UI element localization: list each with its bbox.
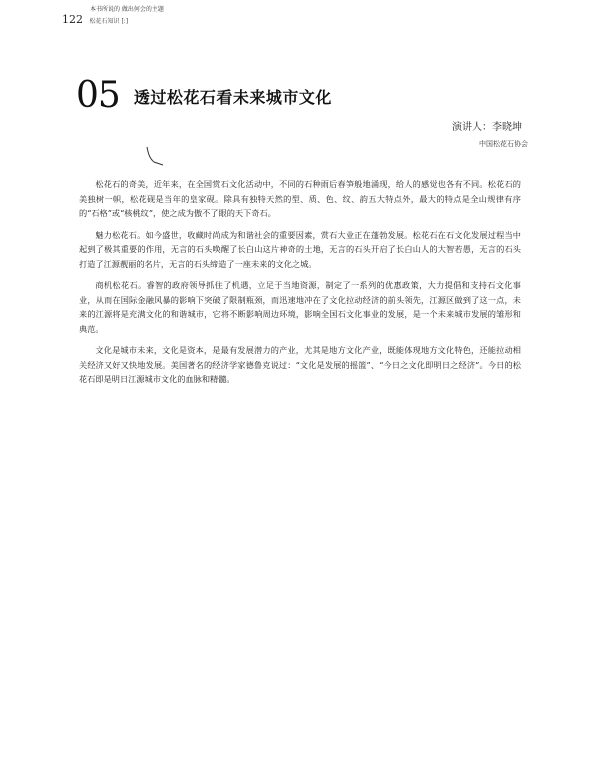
paragraph-3: 商机松花石。睿智的政府领导抓住了机遇，立足于当地资源，制定了一系列的优惠政策，大力提倡和支持石文化事业，从而在国际金融风暴的影响下突破了限制瓶颈，而迅速地冲在了文化拉动经济的前头领先，江源区做到了这一点，未来的江源将是充满文化的和谐城市，它将不断影响周边环境，影响全国石文化事业的发展，是一个未来城市发展的雏形和典范。 <box>79 280 521 334</box>
chapter-heading <box>76 75 332 116</box>
chapter-title: 透过松花石看未来城市文化 <box>133 88 332 107</box>
chapter-number: 05 <box>76 75 120 116</box>
paragraph-4: 文化是城市未来，文化是资本，是最有发展潜力的产业，尤其是地方文化产业，既能体现地方文化特色，还能拉动相关经济又好又快地发展。美国著名的经济学家德鲁克说过：“文化是发展的摇篮”、“今日之文化即明日之经济”。今日的松花石即是明日江源城市文化的血脉和精髓。 <box>79 345 521 384</box>
speaker-byline: 演讲人：李晓坤 <box>452 122 522 133</box>
page-info <box>62 14 262 27</box>
speaker-affiliation: 中国松花石协会 <box>479 140 528 148</box>
running-header <box>62 6 262 27</box>
decorative-stroke-icon <box>145 146 165 166</box>
page-number: 122 <box>62 13 83 26</box>
article-body <box>79 177 521 394</box>
paragraph-2: 魅力松花石。如今盛世，收藏时尚成为和谐社会的重要因素，赏石大业正在蓬勃发展。松花石在石文化发展过程当中起到了极其重要的作用，无言的石头唤醒了长白山这片神奇的土地，无言的石头开启了长白山人的大智若愚，无言的石头打造了江源靓丽的名片，无言的石头缔造了一座未来的文化之城。 <box>79 229 521 269</box>
section-name: 松花石知识 [:] <box>89 18 129 25</box>
paragraph-1: 松花石的奇美，近年来，在全国赏石文化活动中，不同的石种雨后春笋般地涌现，给人的感觉也各有不同。松花石的美独树一帜，松花砚是当年的皇家砚。除具有独特天然的型、质、色、纹、韵五大特点外，最大的特点是全山规律有序的“石格”或“核桃纹”，使之成为傲不了眼的天下奇石。 <box>79 179 521 218</box>
journal-name: 本书所说的 做出何会的主题 <box>90 6 164 13</box>
